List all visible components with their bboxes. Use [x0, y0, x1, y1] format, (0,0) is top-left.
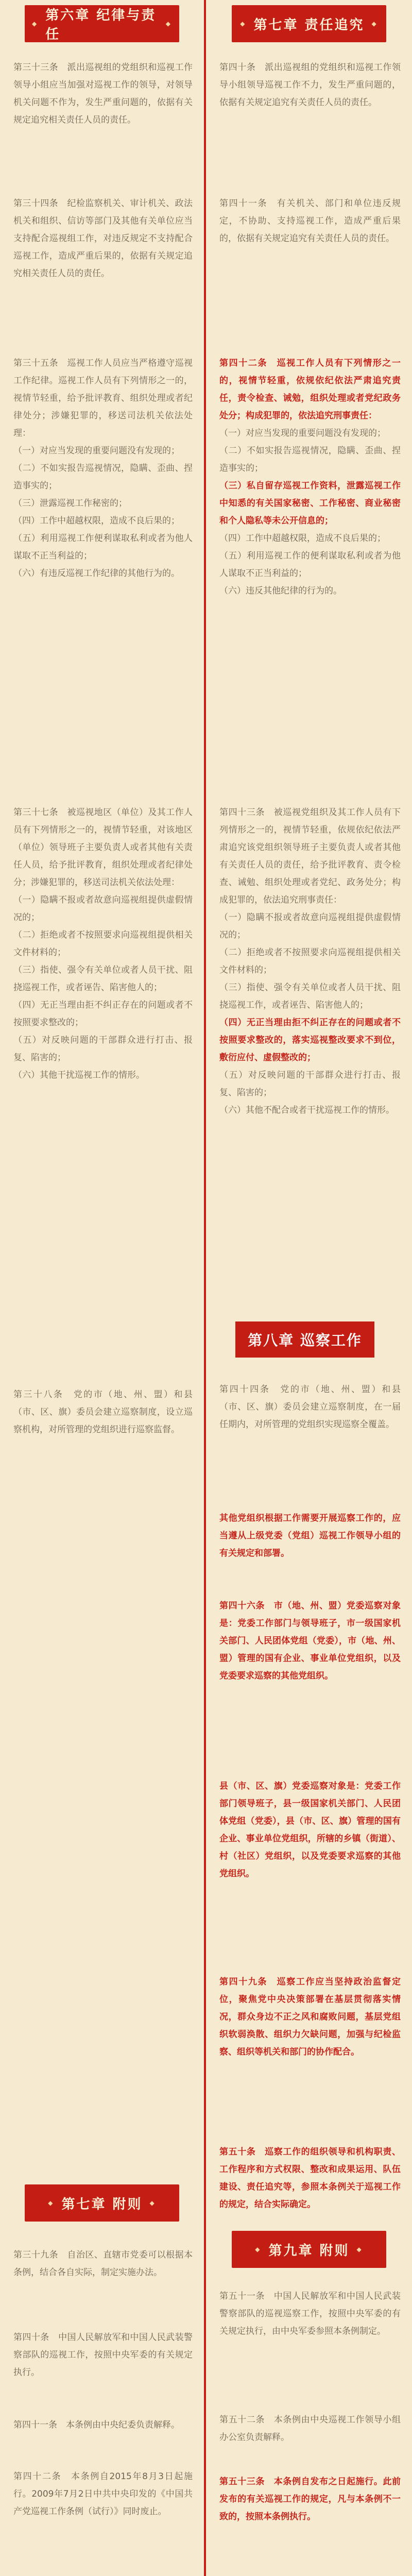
article-text: 第四十一条 本条例由中央纪委负责解释。 [13, 2420, 180, 2430]
chapter-title: ◆ 第六章 纪律与责任 [45, 8, 157, 42]
chapter-title: ◆ 第七章 附则 [61, 2196, 143, 2212]
list-item: （四）工作中超越权限，造成不良后果的； [219, 533, 386, 544]
article-text: 第四十三条 被巡视党组织及其工作人员有下列情形之一的，视情节轻重，依规依纪依法严肃追究该党组织领导班子主要负责人或者其他有关责任人员的责任，给予批评教育、责令检查、诫勉、组织处理或者党纪、政务处分；构成犯罪的，依法追究刑事责任： [219, 807, 401, 905]
chapter-title: ◆ 第七章 责任追究 [253, 17, 365, 33]
article-46-right [219, 1597, 401, 1685]
article-text: 第三十七条 被巡视地区（单位）及其工作人员有下列情形之一的，视情节轻重，对该地区（单位）领导班子主要负责人或者其他有关责任人员，给予批评教育，组织处理或者纪律处分；涉嫌犯罪的，移送司法机关依法处理： [13, 807, 193, 888]
list-item: （一）对应当发现的重要问题没有发现的； [13, 446, 180, 456]
article-text: 第四十条 中国人民解放军和中国人民武装警察部队的巡视工作，按照中央军委的有关规定执行。 [13, 2332, 193, 2378]
article-text: 第五十条 巡察工作的组织领导和机构职责、工作程序和方式权限、整改和成果运用、队伍建设、责任追究等，参照本条例关于巡视工作的规定，结合实际确定。 [219, 2147, 401, 2210]
list-item: （二）拒绝或者不按照要求向巡视组提供相关文件材料的； [13, 930, 193, 958]
article-text: 第三十九条 自治区、直辖市党委可以根据本条例，结合各自实际，制定实施办法。 [13, 2250, 193, 2278]
list-item: （三）指使、强令有关单位或者人员干扰、阻挠巡视工作，或者诬告、陷害他人的； [219, 982, 401, 1010]
list-item: （四）无正当理由拒不纠正存在的问题或者不按照要求整改的； [13, 1000, 193, 1028]
article-38-left [13, 1386, 193, 1438]
article-text: 第四十二条 本条例自2015年8月3日起施行。2009年7月2日中共中央印发的《中国共产党巡视工作条例（试行）》同时废止。 [13, 2471, 193, 2517]
chapter-heading-right-9 [232, 2231, 386, 2268]
article-42-left [13, 2468, 193, 2520]
article-text: 第四十条 派出巡视组的党组织和巡视工作领导小组领导巡视工作不力，发生严重问题的，依据有关规定追究有关责任人员的责任。 [219, 62, 401, 108]
list-item: （六）有违反巡视工作纪律的其他行为的。 [13, 568, 180, 579]
list-item: （二）拒绝或者不按照要求向巡视组提供相关文件材料的； [219, 947, 401, 975]
list-item: （四）无正当理由拒不纠正存在的问题或者不按照要求整改的，落实巡视整改要求不到位，敷衍应付、虚假整改的； [219, 1018, 401, 1063]
chapter-title: ◆ 第九章 附则 [268, 2243, 350, 2259]
article-52-right [219, 2411, 401, 2446]
list-item: （五）利用巡视工作的便利谋取私利或者为他人谋取不正当利益的； [219, 551, 401, 579]
article-text: 第四十四条 党的市（地、州、盟）和县（市、区、旗）委员会建立巡察制度，在一届任期内，对所管理的党组织实现巡察全覆盖。 [219, 1384, 401, 1430]
article-text: 第三十五条 巡视工作人员应当严格遵守巡视工作纪律。巡视工作人员有下列情形之一的，视情节轻重，给予批评教育、组织处理或者纪律处分；涉嫌犯罪的，移送司法机关依法处理： [13, 358, 193, 438]
article-51-right [219, 2287, 401, 2340]
list-item: （一）隐瞒不报或者故意向巡视组提供虚假情况的； [219, 912, 401, 940]
list-item: （六）其他不配合或者干扰巡视工作的情形。 [219, 1105, 394, 1115]
article-41-left [13, 2416, 193, 2434]
list-item: （四）工作中超越权限，造成不良后果的； [13, 516, 180, 526]
list-item: （六）违反其他纪律的行为的。 [219, 586, 342, 596]
article-text: 第三十三条 派出巡视组的党组织和巡视工作领导小组应当加强对巡视工作的领导，对领导机关问题不作为，发生严重问题的，依据有关规定追究相关责任人员的责任。 [13, 62, 193, 125]
list-item: （三）指使、强令有关单位或者人员干扰、阻挠巡视工作，或者诬告、陷害他人的； [13, 965, 193, 993]
article-text: 第四十六条 市（地、州、盟）党委巡察对象是：党委工作部门与领导班子，市一级国家机关部门、人民团体党组（党委），市（地、州、盟）管理的国有企业、事业单位党组织，以及党委要求巡察的其他党组织。 [219, 1601, 401, 1681]
list-item: （五）对反映问题的干部群众进行打击、报复、陷害的； [13, 1035, 193, 1063]
chapter-title: 第八章 巡察工作 [248, 1332, 362, 1349]
article-47-right [219, 1777, 401, 1883]
article-41-right [219, 195, 401, 247]
chapter-heading-left-7 [25, 2184, 179, 2222]
article-text: 第三十八条 党的市（地、州、盟）和县（市、区、旗）委员会建立巡察制度，设立巡察机构，对所管理的党组织进行巡察监督。 [13, 1389, 193, 1435]
article-43-right [219, 804, 401, 1119]
article-44-right [219, 1381, 401, 1433]
list-item: （一）隐瞒不报或者故意向巡视组提供虚假情况的； [13, 895, 193, 923]
article-50-right [219, 2143, 401, 2213]
article-text: 其他党组织根据工作需要开展巡察工作的，应当遵从上级党委（党组）巡视工作领导小组的有关规定和部署。 [219, 1513, 401, 1558]
article-37-left [13, 804, 193, 1084]
article-49-right [219, 1973, 401, 2061]
list-item: （二）不如实报告巡视情况，隐瞒、歪曲、捏造事实的； [13, 463, 193, 491]
article-35-left [13, 354, 193, 582]
article-40-right [219, 59, 401, 111]
article-39-left [13, 2246, 193, 2281]
article-text: 第五十三条 本条例自发布之日起施行。此前发布的有关巡视工作的规定，凡与本条例不一致的，按照本条例执行。 [219, 2477, 401, 2522]
list-item: （五）利用巡视工作便利谋取私利或者为他人谋取不正当利益的； [13, 533, 193, 561]
article-text: 第四十九条 巡察工作应当坚持政治监督定位，聚焦党中央决策部署在基层贯彻落实情况，群众身边不正之风和腐败问题，基层党组织软弱涣散、组织力欠缺问题，加强与纪检监察、组织等机关和部门的协作配合。 [219, 1977, 401, 2057]
article-45-right [219, 1510, 401, 1562]
article-text: 第三十四条 纪检监察机关、审计机关、政法机关和组织、信访等部门及其他有关单位应当支持配合巡视组工作，对违反规定不支持配合巡视工作，造成严重后果的，依据有关规定追究相关责任人员的责任。 [13, 198, 193, 279]
right-column-new-version [206, 0, 412, 2576]
list-item: （三）泄露巡视工作秘密的； [13, 498, 127, 509]
chapter-heading-left-6 [25, 5, 179, 42]
article-text: 第四十一条 有关机关、部门和单位违反规定，不协助、支持巡视工作，造成严重后果的，依据有关规定追究有关责任人员的责任。 [219, 198, 401, 244]
article-text: 第五十一条 中国人民解放军和中国人民武装警察部队的巡视巡察工作，按照中央军委的有关规定执行，由中央军委参照本条例制定。 [219, 2291, 401, 2336]
article-53-right [219, 2473, 401, 2526]
article-40-left [13, 2329, 193, 2381]
list-item: （二）不如实报告巡视情况，隐瞒、歪曲、捏造事实的； [219, 446, 401, 473]
article-42-right [219, 354, 401, 600]
article-34-left [13, 195, 193, 282]
list-item: （六）其他干扰巡视工作的情形。 [13, 1070, 145, 1080]
article-text: 第四十二条 巡视工作人员有下列情形之一的，视情节轻重，依规依纪依法严肃追究责任，责令检查、诫勉，组织处理或者党纪政务处分；构成犯罪的，依法追究刑事责任： [219, 358, 401, 421]
article-text: 县（市、区、旗）党委巡察对象是：党委工作部门领导班子，县一级国家机关部门、人民团体党组（党委），县（市、区、旗）管理的国有企业、事业单位党组织，所辖的乡镇（街道）、村（社区）党组织，以及党委要求巡察的其他党组织。 [219, 1781, 401, 1879]
chapter-heading-right-8 [235, 1321, 374, 1358]
list-item: （五）对反映问题的干部群众进行打击、报复、陷害的； [219, 1070, 401, 1098]
article-33-left [13, 59, 193, 129]
list-item: （一）对应当发现的重要问题没有发现的； [219, 428, 386, 438]
list-item: （三）私自留存巡视工作资料，泄露巡视工作中知悉的有关国家秘密、工作秘密、商业秘密和个人隐私等未公开信息的； [219, 481, 401, 526]
article-text: 第五十二条 本条例由中央巡视工作领导小组办公室负责解释。 [219, 2415, 401, 2443]
chapter-heading-right-7 [232, 5, 386, 42]
